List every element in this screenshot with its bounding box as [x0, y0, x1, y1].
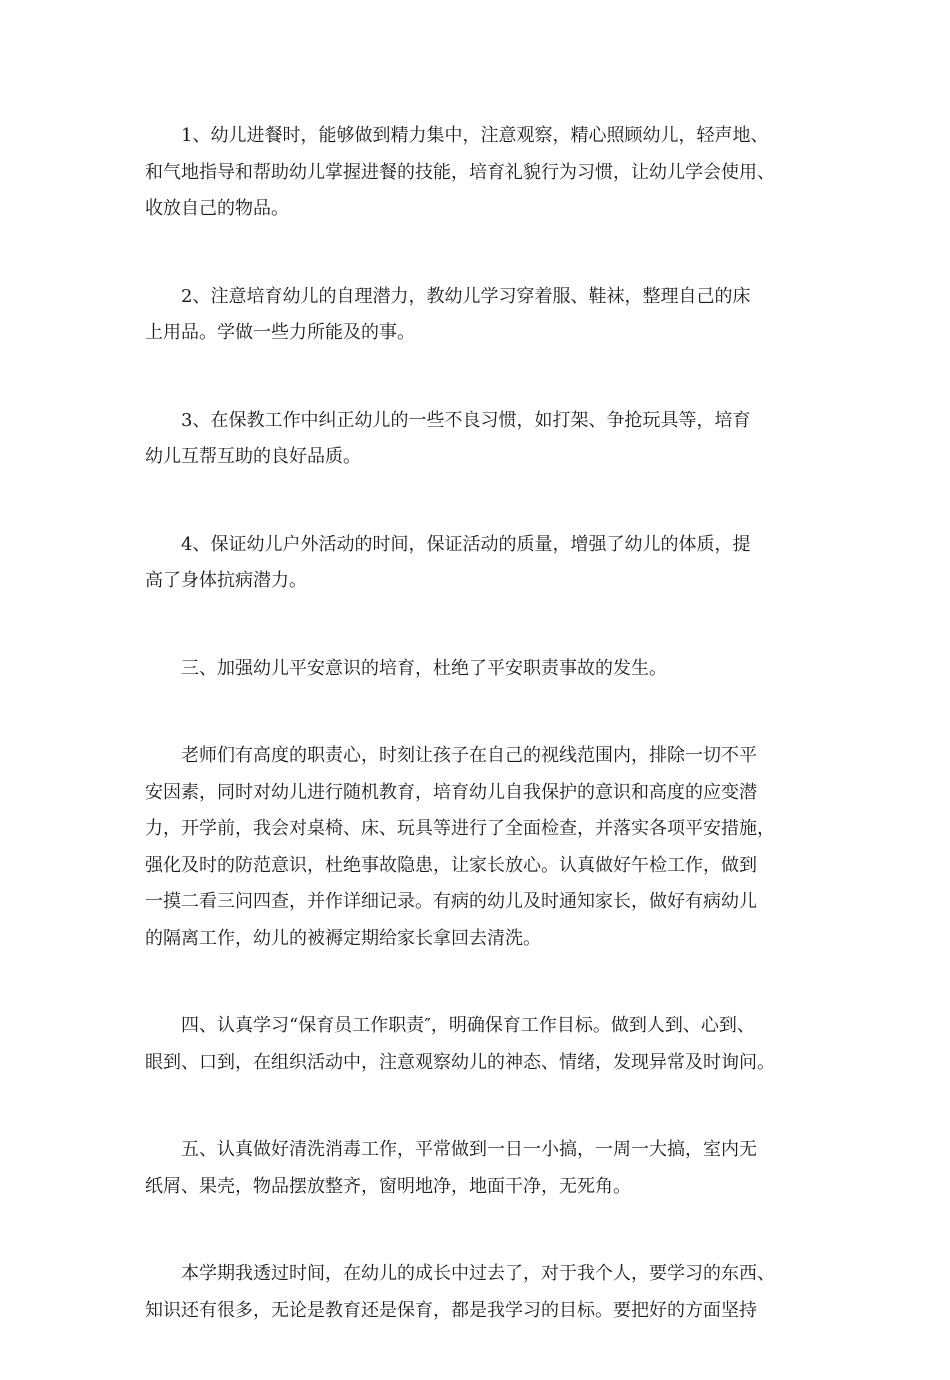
text-line: 3、在保教工作中纠正幼儿的一些不良习惯，如打架、争抢玩具等，培育	[181, 409, 751, 431]
document-body	[145, 118, 805, 1380]
section-heading-safety	[145, 651, 805, 688]
paragraph-outdoor	[145, 527, 805, 600]
text-line: 眼到、口到，在组织活动中，注意观察幼儿的神态、情绪，发现异常及时询问。	[145, 1051, 775, 1073]
text-line: 上用品。学做一些力所能及的事。	[145, 322, 415, 343]
text-line: 高了身体抗病潜力。	[145, 570, 307, 591]
text-line: 三、加强幼儿平安意识的培育，杜绝了平安职责事故的发生。	[181, 657, 667, 679]
paragraph-habits	[145, 403, 805, 476]
text-line: 的隔离工作，幼儿的被褥定期给家长拿回去清洗。	[145, 927, 541, 949]
text-line: 四、认真学习“保育员工作职责″，明确保育工作目标。做到人到、心到、	[181, 1015, 755, 1036]
text-line: 本学期我透过时间，在幼儿的成长中过去了，对于我个人，要学习的东西、	[181, 1263, 775, 1284]
text-line: 2、注意培育幼儿的自理潜力，教幼儿学习穿着服、鞋袜，整理自己的床	[181, 285, 751, 307]
text-line: 知识还有很多，无论是教育还是保育，都是我学习的目标。要把好的方面坚持	[145, 1299, 757, 1321]
text-line: 五、认真做好清洗消毒工作，平常做到一日一小搞，一周一大搞，室内无	[181, 1139, 757, 1160]
text-line: 收放自己的物品。	[145, 198, 289, 219]
section-heading-cleaning	[145, 1132, 805, 1205]
paragraph-summary	[145, 1256, 805, 1329]
text-line: 安因素，同时对幼儿进行随机教育，培育幼儿自我保护的意识和高度的应变潜	[145, 781, 757, 803]
text-line: 和气地指导和帮助幼儿掌握进餐的技能，培育礼貌行为习惯，让幼儿学会使用、	[145, 161, 775, 183]
text-line: 幼儿互帮互助的良好品质。	[145, 446, 361, 467]
paragraph-safety	[145, 738, 805, 957]
paragraph-self-care	[145, 279, 805, 352]
paragraph-meal-care	[145, 118, 805, 228]
text-line: 4、保证幼儿户外活动的时间，保证活动的质量，增强了幼儿的体质，提	[181, 533, 751, 555]
text-line: 1、幼儿进餐时，能够做到精力集中，注意观察，精心照顾幼儿，轻声地、	[181, 125, 769, 146]
text-line: 力，开学前，我会对桌椅、床、玩具等进行了全面检查，并落实各项平安措施，	[145, 818, 775, 839]
text-line: 一摸二看三问四查，并作详细记录。有病的幼儿及时通知家长，做好有病幼儿	[145, 891, 757, 912]
text-line: 强化及时的防范意识，杜绝事故隐患，让家长放心。认真做好午检工作，做到	[145, 854, 757, 876]
text-line: 老师们有高度的职责心，时刻让孩子在自己的视线范围内，排除一切不平	[181, 745, 757, 766]
section-heading-duties	[145, 1008, 805, 1081]
text-line: 纸屑、果壳，物品摆放整齐，窗明地净，地面干净，无死角。	[145, 1175, 631, 1197]
